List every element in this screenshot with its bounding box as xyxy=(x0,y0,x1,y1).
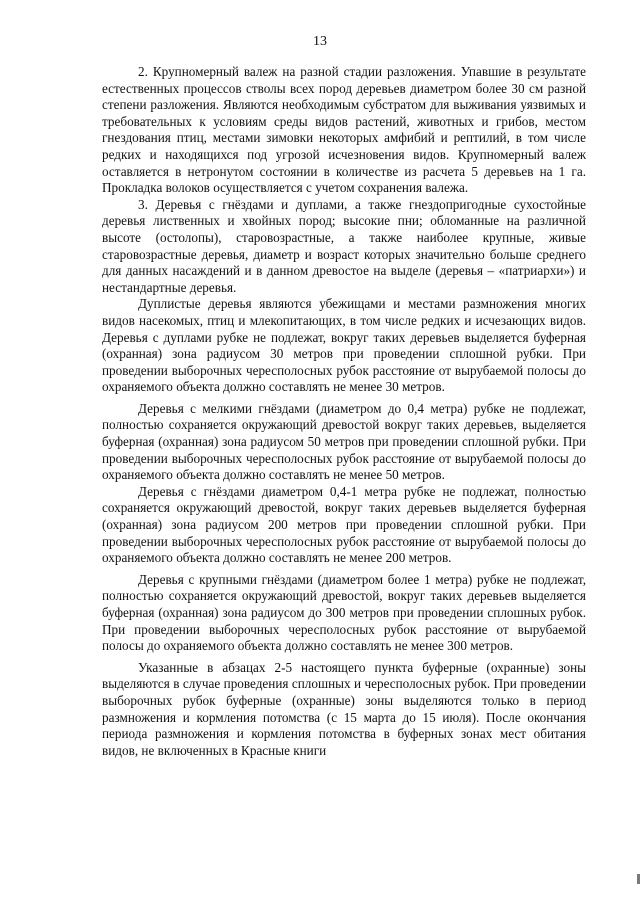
paragraph-hollow-trees: Дуплистые деревья являются убежищами и местами размножения многих видов насекомых, птиц и млекопитающих, в том числе редких и исчезающих видов. Деревья с дуплами рубке не подлежат, вокруг таких деревьев выделяется буферная (охранная) зона радиусом 30 метров при проведении сплошной рубки. При проведении выборочных чересполосных рубок расстояние от вырубаемой полосы до охраняемого объекта должно составлять не менее 30 метров. xyxy=(102,296,586,395)
page-body xyxy=(102,64,586,759)
paragraph-medium-nests: Деревья с гнёздами диаметром 0,4-1 метра рубке не подлежат, полностью сохраняется окружающий древостой, вокруг таких деревьев выделяется буферная (охранная) зона радиусом 200 метров при проведении сплошной рубки. При проведении выборочных чересполосных рубок расстояние от вырубаемой полосы до охраняемого объекта должно составлять не менее 200 метров. xyxy=(102,483,586,566)
paragraph-small-nests: Деревья с мелкими гнёздами (диаметром до 0,4 метра) рубке не подлежат, полностью сохраняется окружающий древостой вокруг таких деревьев, выделяется буферная (охранная) зона радиусом 50 метров при проведении сплошной рубки. При проведении выборочных чересполосных рубок расстояние от вырубаемой полосы до охраняемого объекта должно составлять не менее 50 метров. xyxy=(102,400,586,483)
paragraph-nest-trees: 3. Деревья с гнёздами и дуплами, а также гнездопригодные сухостойные деревья лиственных и хвойных пород; высокие пни; обломанные на различной высоте (остолопы), старовозрастные, а также наиболее крупные, живые старовозрастные деревья, диаметр и возраст которых значительно больше среднего для данных насаждений и в данном древостое на выделе (деревья – «патриархи») и нестандартные деревья. xyxy=(102,196,586,295)
paragraph-large-deadwood: 2. Крупномерный валеж на разной стадии разложения. Упавшие в результате естественных процессов стволы всех пород деревьев диаметром более 30 см разной степени разложения. Являются необходимым субстратом для выживания уязвимых и требовательных к условиям среды видов растений, животных и грибов, местом гнездования птиц, местами зимовки некоторых амфибий и рептилий, в том числе редких и находящихся под угрозой исчезновения видов. Крупномерный валеж оставляется в нетронутом состоянии в количестве из расчета 5 деревьев на 1 га. Прокладка волоков осуществляется с учетом сохранения валежа. xyxy=(102,64,586,196)
paragraph-buffer-zones: Указанные в абзацах 2-5 настоящего пункта буферные (охранные) зоны выделяются в случае проведения сплошных и чересполосных рубок. При проведении выборочных рубок буферные (охранные) зоны выделяются только в период размножения и кормления потомства (с 15 марта до 15 июля). После окончания периода размножения и кормления потомства в буферных зонах мест обитания видов, не включенных в Красные книги xyxy=(102,659,586,758)
paragraph-large-nests: Деревья с крупными гнёздами (диаметром более 1 метра) рубке не подлежат, полностью сохраняется окружающий древостой, вокруг таких деревьев выделяется буферная (охранная) зона радиусом до 300 метров при проведении сплошных рубок. При проведении выборочных чересполосных рубок расстояние от вырубаемой полосы до охраняемого объекта должно составлять не менее 300 метров. xyxy=(102,571,586,654)
page-number: 13 xyxy=(313,34,327,49)
